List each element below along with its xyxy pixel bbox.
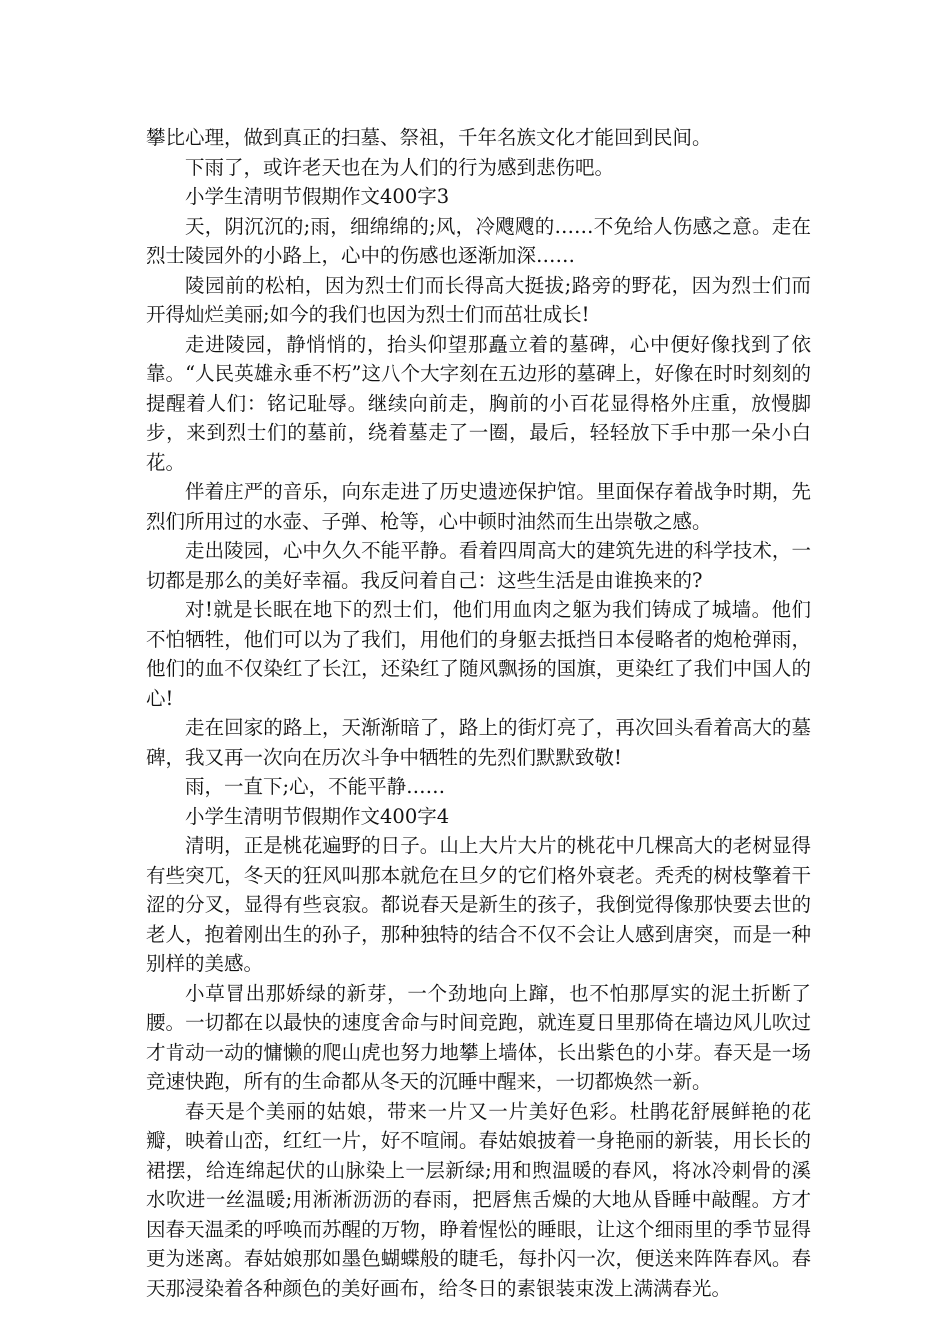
paragraph: 对!就是长眠在地下的烈士们，他们用血肉之躯为我们铸成了城墙。他们不怕牺牲，他们可以为了我们，用他们的身躯去抵挡日本侵略者的炮枪弹雨，他们的血不仅染红了长江，还染红了随风飘扬的国旗，更染红了我们中国人的心! [146,598,811,710]
paragraph: 天，阴沉沉的;雨，细绵绵的;风，冷飕飕的……不免给人伤感之意。走在烈士陵园外的小路上，心中的伤感也逐渐加深…… [146,214,811,267]
section-heading: 小学生清明节假期作文400字3 [185,185,450,208]
section-heading: 小学生清明节假期作文400字4 [185,804,450,828]
paragraph: 雨，一直下;心，不能平静…… [185,775,446,798]
paragraph: 攀比心理，做到真正的扫墓、祭祖，千年名族文化才能回到民间。 [146,126,712,149]
paragraph: 下雨了，或许老天也在为人们的行为感到悲伤吧。 [185,155,615,179]
paragraph: 伴着庄严的音乐，向东走进了历史遗迹保护馆。里面保存着战争时期，先烈们所用过的水壶、子弹、枪等，心中顿时油然而生出崇敬之感。 [146,480,811,533]
paragraph: 清明，正是桃花遍野的日子。山上大片大片的桃花中几棵高大的老树显得有些突兀，冬天的狂风叫那本就危在旦夕的它们格外衰老。秃秃的树枝擎着干涩的分叉，显得有些哀寂。都说春天是新生的孩子，我倒觉得像那快要去世的老人，抱着刚出生的孙子，那种独特的结合不仅不会让人感到唐突，而是一种别样的美感。 [146,834,811,975]
paragraph: 小草冒出那娇绿的新芽，一个劲地向上蹿，也不怕那厚实的泥土折断了腰。一切都在以最快的速度舍命与时间竞跑，就连夏日里那倚在墙边风儿吹过才肯动一动的慵懒的爬山虎也努力地攀上墙体，长出紫色的小芽。春天是一场竞速快跑，所有的生命都从冬天的沉睡中醒来，一切都焕然一新。 [146,981,811,1093]
document-body [146,123,811,1303]
paragraph: 走进陵园，静悄悄的，抬头仰望那矗立着的墓碑，心中便好像找到了依靠。“人民英雄永垂不朽”这八个大字刻在五边形的墓碑上，好像在时时刻刻的提醒着人们：铭记耻辱。继续向前走，胸前的小百花显得格外庄重，放慢脚步，来到烈士们的墓前，绕着墓走了一圈，最后，轻轻放下手中那一朵小白花。 [146,332,811,474]
paragraph: 陵园前的松柏，因为烈士们而长得高大挺拔;路旁的野花，因为烈士们而开得灿烂美丽;如今的我们也因为烈士们而茁壮成长! [146,273,811,326]
paragraph: 走出陵园，心中久久不能平静。看着四周高大的建筑先进的科学技术，一切都是那么的美好幸福。我反问着自己：这些生活是由谁换来的? [146,539,811,592]
paragraph: 走在回家的路上，天渐渐暗了，路上的街灯亮了，再次回头看着高大的墓碑，我又再一次向在历次斗争中牺牲的先烈们默默致敬! [146,716,811,769]
paragraph: 春天是个美丽的姑娘，带来一片又一片美好色彩。杜鹃花舒展鲜艳的花瓣，映着山峦，红红一片，好不喧闹。春姑娘披着一身艳丽的新装，用长长的裙摆，给连绵起伏的山脉染上一层新绿;用和煦温暖的春风，将冰冷刺骨的溪水吹进一丝温暖;用淅淅沥沥的春雨，把唇焦舌燥的大地从昏睡中敲醒。方才因春天温柔的呼唤而苏醒的万物，睁着惺忪的睡眼，让这个细雨里的季节显得更为迷离。春姑娘那如墨色蝴蝶般的睫毛，每扑闪一次，便送来阵阵春风。春天那浸染着各种颜色的美好画布，给冬日的素银装束泼上满满春光。 [146,1099,811,1300]
